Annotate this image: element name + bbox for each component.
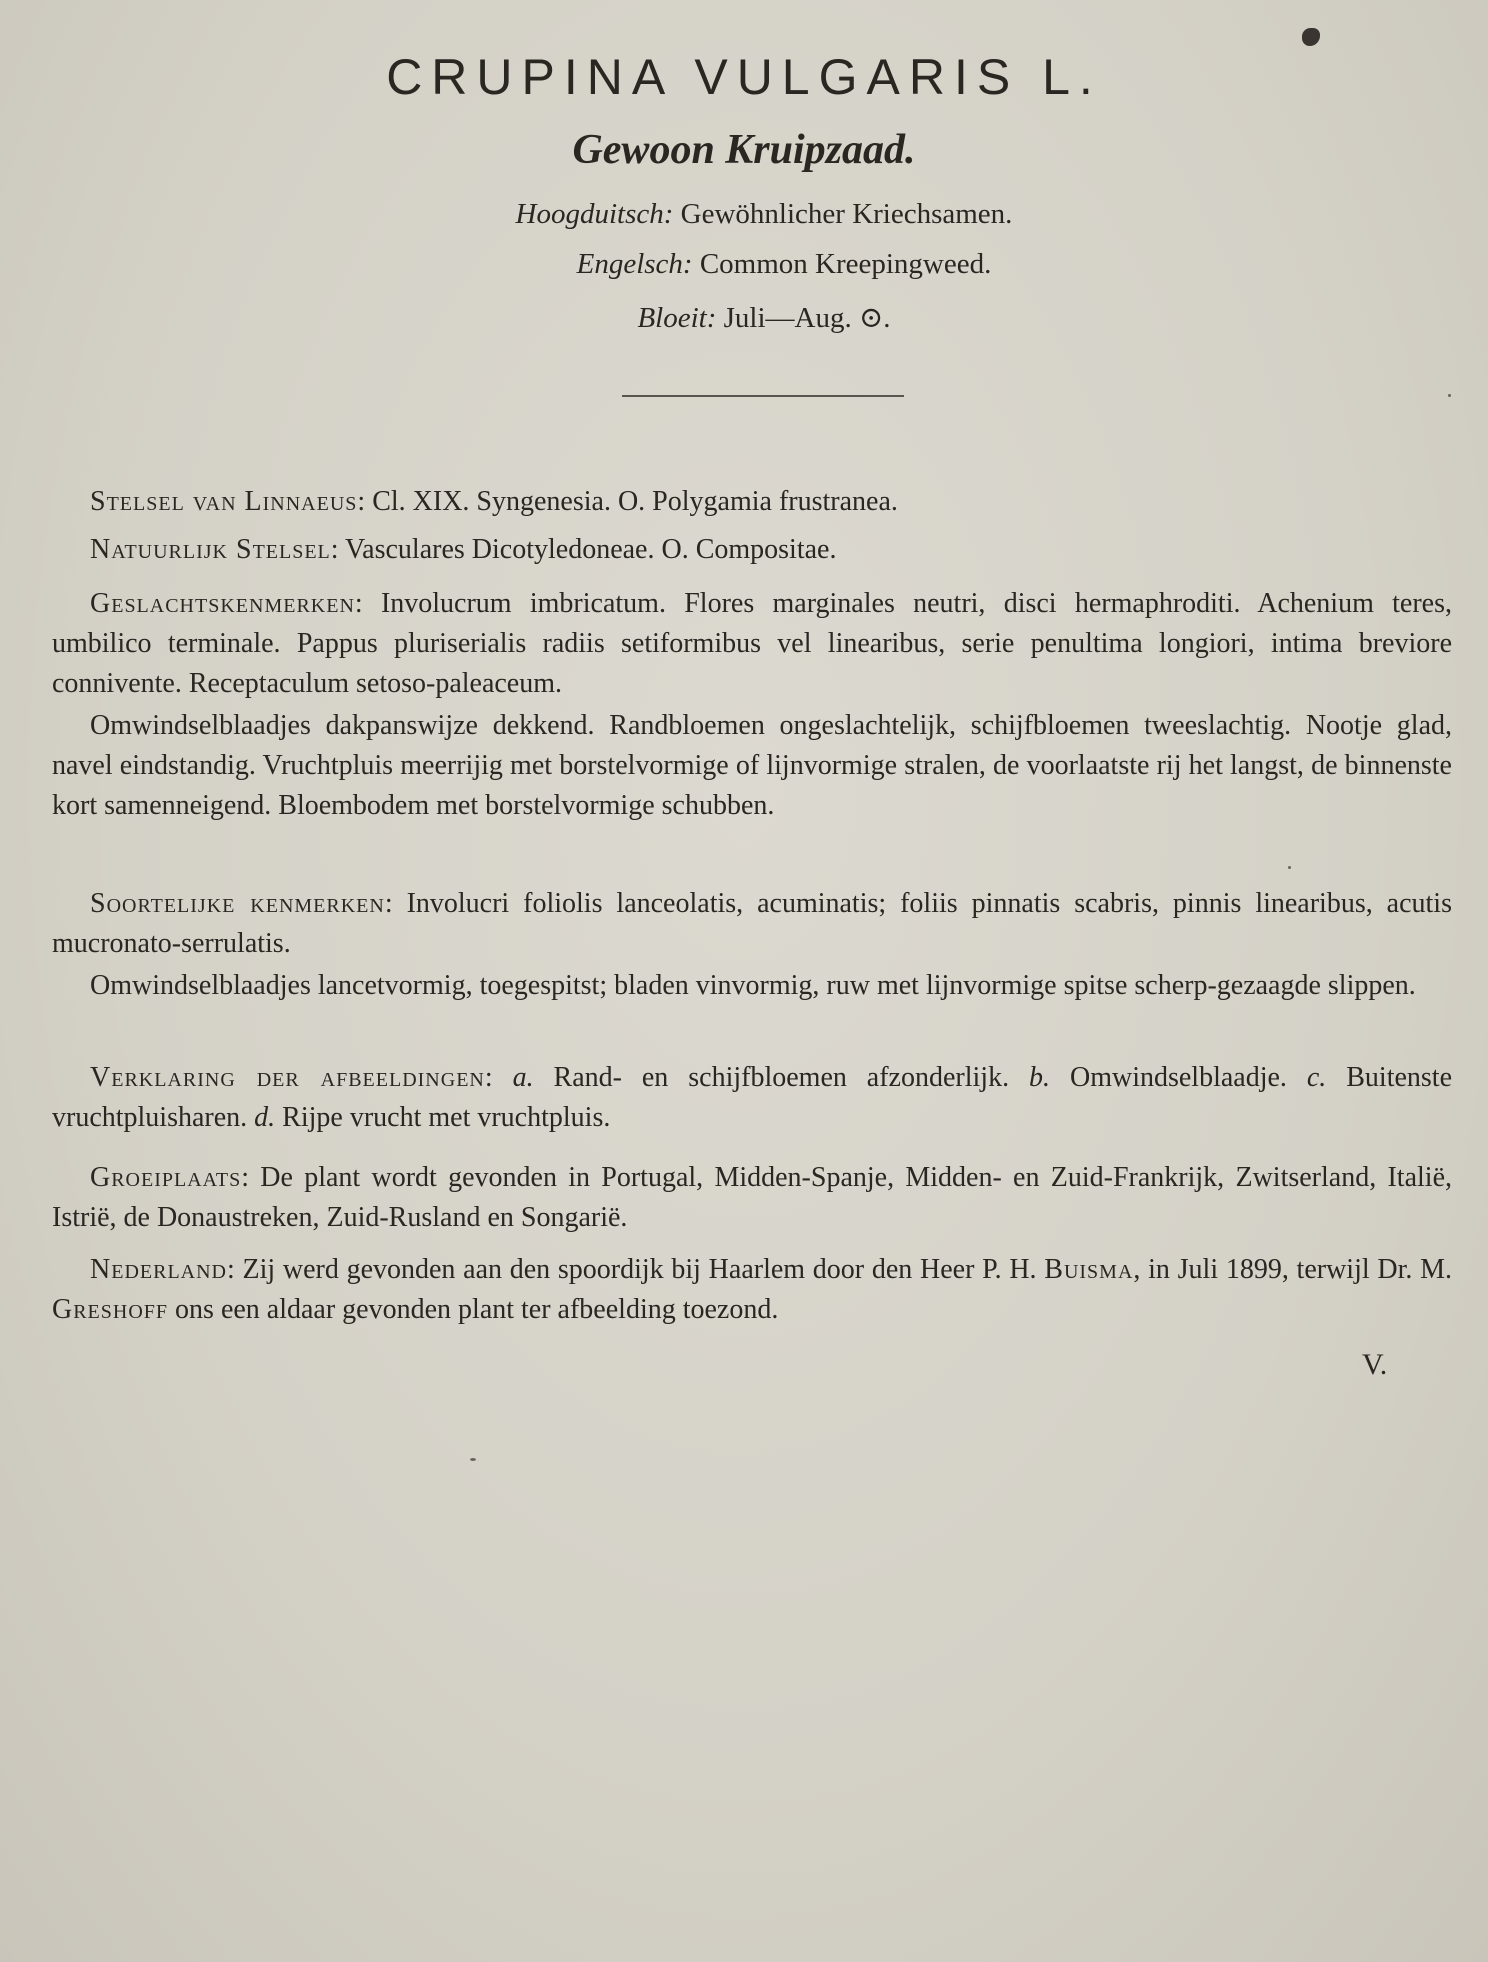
dutch-common-name: Gewoon Kruipzaad. bbox=[572, 127, 916, 173]
paper-speck bbox=[1448, 394, 1451, 397]
author-signature: V. bbox=[1362, 1348, 1388, 1381]
species-text: : Involucri foliolis lanceolatis, acuminatis; foliis pinnatis scabris, pinnis linearibus, acutis mucronato-serrulatis. bbox=[52, 888, 1452, 959]
sender-name: Greshoff bbox=[52, 1294, 169, 1325]
linnaeus-system-paragraph bbox=[52, 482, 1452, 522]
figure-d-text: Rijpe vrucht met vruchtpluis. bbox=[275, 1102, 611, 1133]
figure-b-letter: b. bbox=[1029, 1062, 1051, 1093]
ink-blot bbox=[1302, 28, 1320, 46]
natural-label: Natuurlijk Stelsel bbox=[90, 534, 331, 565]
habitat-label: Groeiplaats bbox=[90, 1162, 242, 1193]
figure-a-letter: a. bbox=[512, 1062, 534, 1093]
netherlands-label: Nederland bbox=[90, 1254, 227, 1285]
figure-b-text: Omwindselblaadje. bbox=[1050, 1062, 1307, 1093]
natural-system-paragraph bbox=[52, 530, 1452, 570]
netherlands-text-3: ons een aldaar gevonden plant ter afbeelding toezond. bbox=[168, 1294, 779, 1325]
species-characters-paragraph bbox=[52, 884, 1452, 964]
english-name-line bbox=[40, 248, 1488, 281]
genus-label: Geslachtskenmerken bbox=[90, 588, 355, 619]
genus-text: : Involucrum imbricatum. Flores marginales neutri, disci hermaphroditi. Achenium teres, umbilico terminale. Pappus pluriserialis radiis setiformibus vel linearibus, serie penultima longiori, intima breviore connivente. Receptaculum setoso-paleaceum. bbox=[52, 588, 1452, 699]
species-dutch-paragraph: Omwindselblaadjes lancetvormig, toegespitst; bladen vinvormig, ruw met lijnvormige spitse scherp-gezaagde slippen. bbox=[90, 970, 1416, 1001]
linnaeus-text: : Cl. XIX. Syngenesia. O. Polygamia frustranea. bbox=[357, 486, 898, 517]
flowering-label: Bloeit: bbox=[637, 302, 717, 334]
species-label: Soortelijke kenmerken bbox=[90, 888, 385, 919]
netherlands-paragraph bbox=[52, 1250, 1452, 1330]
english-value: Common Kreepingweed. bbox=[692, 248, 992, 280]
genus-characters-paragraph bbox=[52, 584, 1452, 704]
habitat-text: : De plant wordt gevonden in Portugal, Midden-Spanje, Midden- en Zuid-Frankrijk, Zwitserland, Italië, Istrië, de Donaustreken, Zuid-Rusland en Songarië. bbox=[52, 1162, 1452, 1233]
netherlands-text-2: , in Juli 1899, terwijl Dr. M. bbox=[1133, 1254, 1452, 1285]
german-value: Gewöhnlicher Kriechsamen. bbox=[673, 198, 1013, 230]
flowering-line bbox=[20, 300, 1488, 335]
paper-speck bbox=[470, 1458, 476, 1461]
collector-name: Buisma bbox=[1044, 1254, 1134, 1285]
natural-text: : Vasculares Dicotyledoneae. O. Compositae. bbox=[330, 534, 837, 565]
figures-explanation-paragraph: Verklaring der afbeeldingen: a. Rand- en schijfbloemen afzonderlijk. b. Omwindselblaadje. c. Buitenste vruchtpluisharen. d. Rijpe vrucht met vruchtpluis. bbox=[52, 1062, 1453, 1133]
figures-label: Verklaring der afbeeldingen bbox=[90, 1062, 485, 1093]
figure-d-letter: d. bbox=[254, 1102, 276, 1133]
divider-rule bbox=[622, 395, 904, 397]
figure-c-letter: c. bbox=[1306, 1062, 1327, 1093]
figure-c-text: Buitenste vruchtpluisharen. bbox=[52, 1062, 1453, 1133]
linnaeus-label: Stelsel van Linnaeus bbox=[90, 486, 358, 517]
english-label: Engelsch: bbox=[576, 248, 693, 280]
page-title: CRUPINA VULGARIS L. bbox=[386, 49, 1102, 105]
habitat-paragraph bbox=[52, 1158, 1452, 1238]
figure-a-text: Rand- en schijfbloemen afzonderlijk. bbox=[533, 1062, 1030, 1093]
german-label: Hoogduitsch: bbox=[515, 198, 674, 230]
german-name-line bbox=[20, 198, 1488, 231]
netherlands-text-1: : Zij werd gevonden aan den spoordijk bij Haarlem door den Heer P. H. bbox=[226, 1254, 1045, 1285]
genus-dutch-paragraph: Omwindselblaadjes dakpanswijze dekkend. Randbloemen ongeslachtelijk, schijfbloemen tweeslachtig. Nootje glad, navel eindstandig. Vruchtpluis meerrijig met borstelvormige of lijnvormige stralen, de voorlaatste rij het langst, de binnenste kort samenneigend. Bloembodem met borstelvormige schubben. bbox=[52, 710, 1452, 821]
flowering-value: Juli—Aug. ⊙. bbox=[716, 302, 891, 334]
paper-speck bbox=[1288, 866, 1291, 869]
